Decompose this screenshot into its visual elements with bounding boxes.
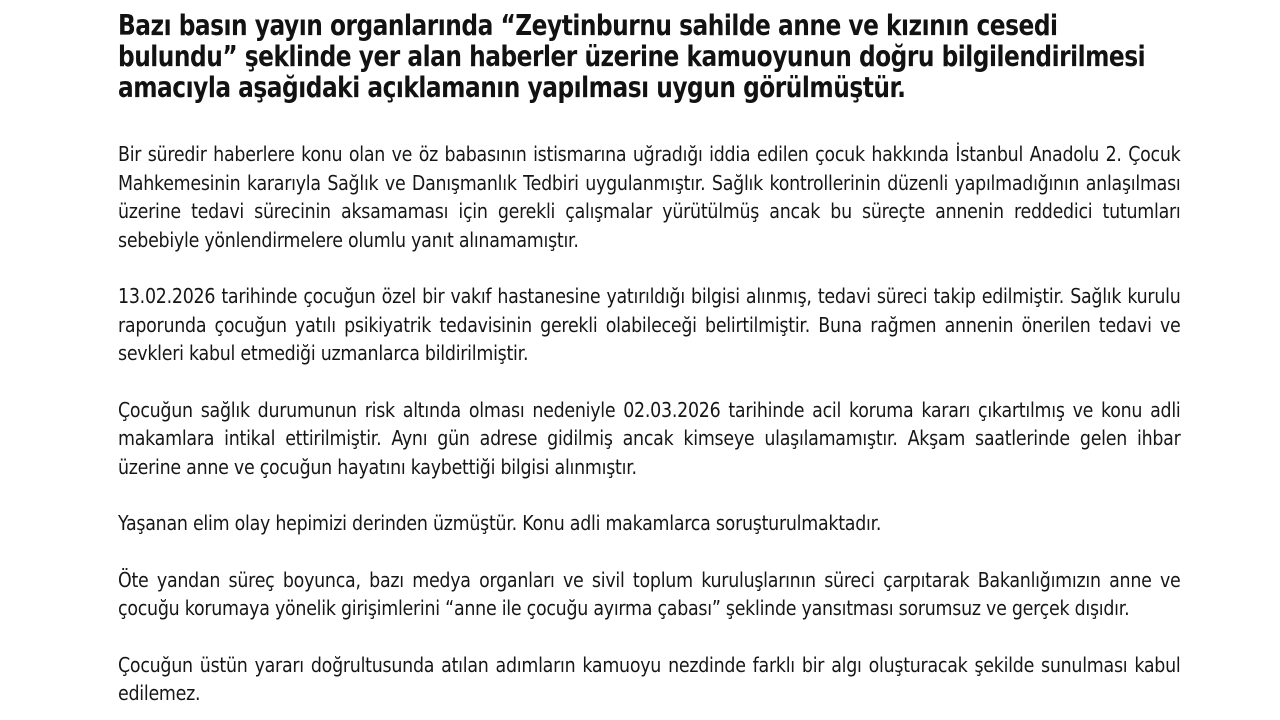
statement-paragraph-5: Öte yandan süreç boyunca, bazı medya organları ve sivil toplum kuruluşlarının süreci çarpıtarak Bakanlığımızın anne ve çocuğu korumaya yönelik girişimlerini “anne ile çocuğu ayırma çabası” şeklinde yansıtması sorumsuz ve gerçek dışıdır. (118, 567, 1181, 620)
statement-paragraph-4: Yaşanan elim olay hepimizi derinden üzmüştür. Konu adli makamlarca soruşturulmaktadır. (118, 511, 882, 535)
statement-heading: Bazı basın yayın organlarında “Zeytinburnu sahilde anne ve kızının cesedi bulundu” şeklinde yer alan haberler üzerine kamuoyunun doğru bilgilendirilmesi amacıyla aşağıdaki açıklamanın yapılması uygun görülmüştür. (118, 9, 1146, 104)
statement-paragraph-6: Çocuğun üstün yararı doğrultusunda atılan adımların kamuoyu nezdinde farklı bir algı oluşturacak şekilde sunulması kabul edilemez. (118, 652, 1181, 705)
statement-paragraph-2: 13.02.2026 tarihinde çocuğun özel bir vakıf hastanesine yatırıldığı bilgisi alınmış, tedavi süreci takip edilmiştir. Sağlık kurulu raporunda çocuğun yatılı psikiyatrik tedavisinin gerekli olabileceği belirtilmiştir. Buna rağmen annenin önerilen tedavi ve sevkleri kabul etmediği uzmanlarca bildirilmiştir. (118, 284, 1181, 365)
statement-paragraph-3: Çocuğun sağlık durumunun risk altında olması nedeniyle 02.03.2026 tarihinde acil koruma kararı çıkartılmış ve konu adli makamlara intikal ettirilmiştir. Aynı gün adrese gidilmiş ancak kimseye ulaşılamamıştır. Akşam saatlerinde gelen ihbar üzerine anne ve çocuğun hayatını kaybettiği bilgisi alınmıştır. (118, 397, 1181, 479)
statement-paragraph-1: Bir süredir haberlere konu olan ve öz babasının istismarına uğradığı iddia edilen çocuk hakkında İstanbul Anadolu 2. Çocuk Mahkemesinin kararıyla Sağlık ve Danışmanlık Tedbiri uygulanmıştır. Sağlık kontrollerinin düzenli yapılmadığının anlaşılması üzerine tedavi sürecinin aksamaması için gerekli çalışmalar yürütülmüş ancak bu süreçte annenin reddedici tutumları sebebiyle yönlendirmelere olumlu yanıt alınamamıştır. (118, 142, 1181, 252)
statement-body (118, 140, 1280, 708)
